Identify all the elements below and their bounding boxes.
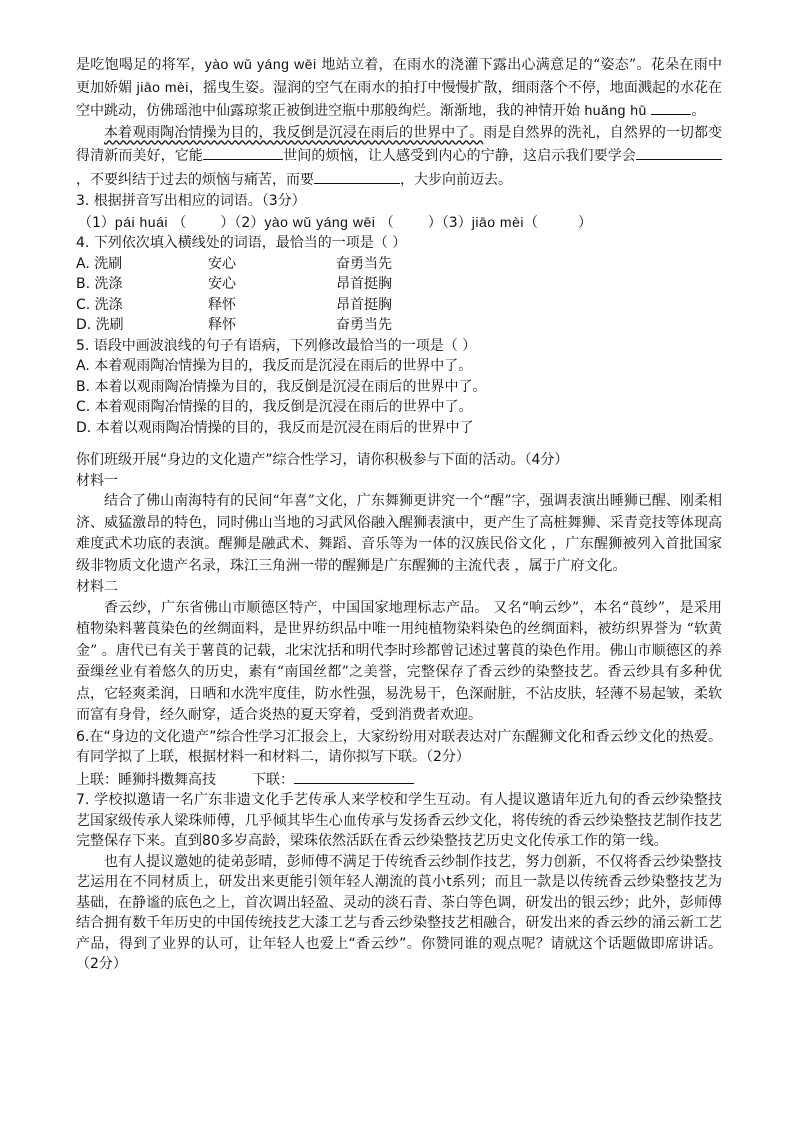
option-b[interactable]: B. 本着以观雨陶冶情操为目的，我反倒是沉浸在雨后的世界中了。 — [76, 378, 487, 395]
option-label: D. 洗刷 — [76, 317, 124, 333]
lower-label: 下联： — [252, 771, 294, 788]
option-word: 奋勇当先 — [336, 317, 392, 333]
item-label: （1） — [78, 214, 115, 231]
option-c[interactable] — [76, 295, 722, 316]
answer-blank[interactable] — [636, 144, 722, 160]
pinyin-2: jiāo mèi — [136, 78, 189, 95]
option-label: B. 洗涤 — [76, 276, 123, 292]
couplet — [76, 768, 722, 791]
option-label: C. 洗涤 — [76, 296, 123, 313]
item-label: （3） — [441, 214, 472, 231]
option-a[interactable] — [76, 254, 722, 275]
activity-intro: 你们班级开展“身边的文化遗产”综合性学习，请你积极参与下面的活动。（4分） — [76, 452, 569, 468]
item-label: （2） — [234, 214, 265, 231]
question-3-stem: 3. 根据拼音写出相应的词语。（3分） — [76, 193, 306, 209]
passage-text: 。 — [691, 103, 706, 119]
question-7-paragraph-1: 7. 学校拟邀请一名广东非遗文化手艺传承人来学校和学生互动。有人提议邀请年近九旬的香云纱染整技艺国家级传承人梁珠师傅，几乎倾其毕生心血传承与发扬香云纱文化，将传统的香云纱染整技艺制作技艺完整保存下来。直到80多岁高龄，梁珠依然活跃在香云纱染整技艺历史文化传承工作的第一线。 — [76, 792, 722, 849]
option-d[interactable]: D. 本着以观雨陶冶情操的目的，我反而是沉浸在雨后的世界中了 — [76, 419, 474, 436]
pinyin: yào wǔ yáng wēi — [264, 213, 376, 230]
material-2-title: 材料二 — [76, 579, 118, 595]
option-word: 安心 — [208, 255, 236, 272]
wavy-sentence: 本着观雨陶冶情操为目的，我反倒是沉浸在雨后的世界中了。 — [104, 124, 484, 141]
material-2-text: 香云纱，广东省佛山市顺德区特产，中国国家地理标志产品。 又名“响云纱”，本名“莨纱”，是采用植物染料薯莨染色的丝绸面料，是世界纺织品中唯一用纯植物染料染色的丝绸面料，被纺织界誉为 “软黄金” 。唐代已有关于薯莨的记载，北宋沈括和明代李时珍都曾记述过薯莨的染色作用。佛山市顺德区的养蚕缫丝业有着悠久的历史，素有“南国丝都”之美誉，完整保存了香云纱的染整技艺。香云纱具有多种优点，它轻爽柔润，日晒和水洗牢度佳，防水性强，易洗易干，色深耐脏，不沾皮肤，轻薄不易起皱，柔软而富有身骨，经久耐穿，适合炎热的夏天穿着，受到消费者欢迎。 — [76, 599, 722, 723]
option-word: 安心 — [208, 276, 236, 292]
passage-text: ，不要纠结于过去的烦恼与痛苦，而要 — [76, 171, 314, 188]
question-7-paragraph-2: 也有人提议邀她的徒弟彭晴，彭师傅不满足于传统香云纱制作技艺，努力创新，不仅将香云纱染整技艺运用在不同材质上，研发出来更能引领年轻人潮流的莨小t系列；而且一款是以传统香云纱染整技艺为基础，在静谧的底色之上，首次调出轻盈、灵动的淡石青、茶白等色调，研发出的银云纱；此外，彭师傅结合拥有数千年历史的中国传统技艺大漆工艺与香云纱染整技艺相融合，研发出来的香云纱的涌云新工艺产品，得到了业界的认可，让年轻人也爱上“香云纱”。你赞同谁的观点呢？请就这个话题做即席讲话。（2分） — [76, 853, 722, 972]
option-word: 奋勇当先 — [336, 255, 392, 272]
option-word: 释怀 — [208, 296, 236, 313]
question-5-stem: 5. 语段中画波浪线的句子有语病，下列修改最恰当的一项是（ ） — [76, 337, 477, 354]
passage-text: 雨是自然界的洗礼，自然界的一切都变得清新而美好，它能 — [76, 124, 723, 164]
question-6-stem: 6.在“身边的文化遗产”综合性学习汇报会上，大家纷纷用对联表达对广东醒狮文化和香云纱文化的热爱。有同学拟了上联，根据材料一和材料二，请你拟写下联。（2分） — [76, 728, 722, 765]
pinyin-1: yào wǔ yáng wēi — [204, 56, 317, 72]
passage-paragraph-1 — [76, 54, 722, 123]
passage-text: ，摇曳生姿。湿润的空气在雨水的拍打中慢慢扩散，细雨落个不停，地面溅起的水花在空中跳动，仿佛瑶池中仙露琼浆正被倒进空瓶中那般绚烂。渐渐地，我的神情开始 — [76, 79, 723, 119]
option-word: 昂首挺胸 — [336, 296, 392, 313]
option-b[interactable] — [76, 274, 722, 295]
passage-text: ，大步向前迈去。 — [400, 171, 512, 188]
option-c[interactable]: C. 本着观雨陶冶情操的目的，我反倒是沉浸在雨后的世界中了。 — [76, 399, 473, 415]
pinyin: jiāo mèi — [471, 213, 524, 230]
passage-text: 地站立着，在雨水的浇灌下露出心满意足的“姿态”。花朵在雨中更加娇媚 — [76, 57, 722, 96]
question-4-stem: 4. 下列依次填入横线处的词语，最恰当的一项是（ ） — [76, 235, 407, 251]
answer-blank[interactable] — [314, 168, 400, 184]
passage-text: 世间的烦恼，让人感受到内心的宁静，这启示我们要学会 — [283, 148, 637, 164]
option-word: 释怀 — [208, 317, 236, 333]
option-label: A. 洗刷 — [76, 255, 123, 272]
lower-couplet-blank[interactable] — [294, 768, 414, 784]
option-d[interactable] — [76, 315, 722, 336]
option-word: 昂首挺胸 — [336, 276, 392, 292]
pinyin-3: huǎng hū — [584, 102, 647, 118]
exam-page — [76, 54, 722, 975]
answer-blank[interactable] — [203, 144, 283, 160]
passage-paragraph-2 — [76, 123, 722, 192]
option-a[interactable]: A. 本着观雨陶冶情操为目的，我反而是沉浸在雨后的世界中了。 — [76, 358, 473, 374]
upper-label: 上联： — [76, 771, 118, 788]
question-3-items: （1）pái huái （ ）（2）yào wǔ yáng wēi （ ）（3）jiāo mèi（ ） — [78, 213, 592, 231]
material-1-title: 材料一 — [76, 472, 118, 489]
passage-text: 是吃饱喝足的将军， — [76, 57, 205, 73]
material-1-text: 结合了佛山南海特有的民间“年喜”文化，广东舞狮更讲究一个“醒”字，强调表演出睡狮已醒、刚柔相济、威猛激昂的特色，同时佛山当地的习武风俗融入醒狮表演中，更产生了高桩舞狮、采青竞技等体现高难度武术功底的表演。醒狮是融武术、舞蹈、音乐等为一体的汉族民俗文化 ，广东醒狮被列入首批国家级非物质文化遗产名录，珠江三角洲一带的醒狮是广东醒狮的主流代表 ，属于广府文化。 — [76, 493, 722, 574]
upper-couplet: 睡狮抖擞舞高技 — [118, 771, 216, 788]
pinyin: pái huái — [114, 213, 168, 230]
answer-blank[interactable] — [651, 99, 691, 115]
